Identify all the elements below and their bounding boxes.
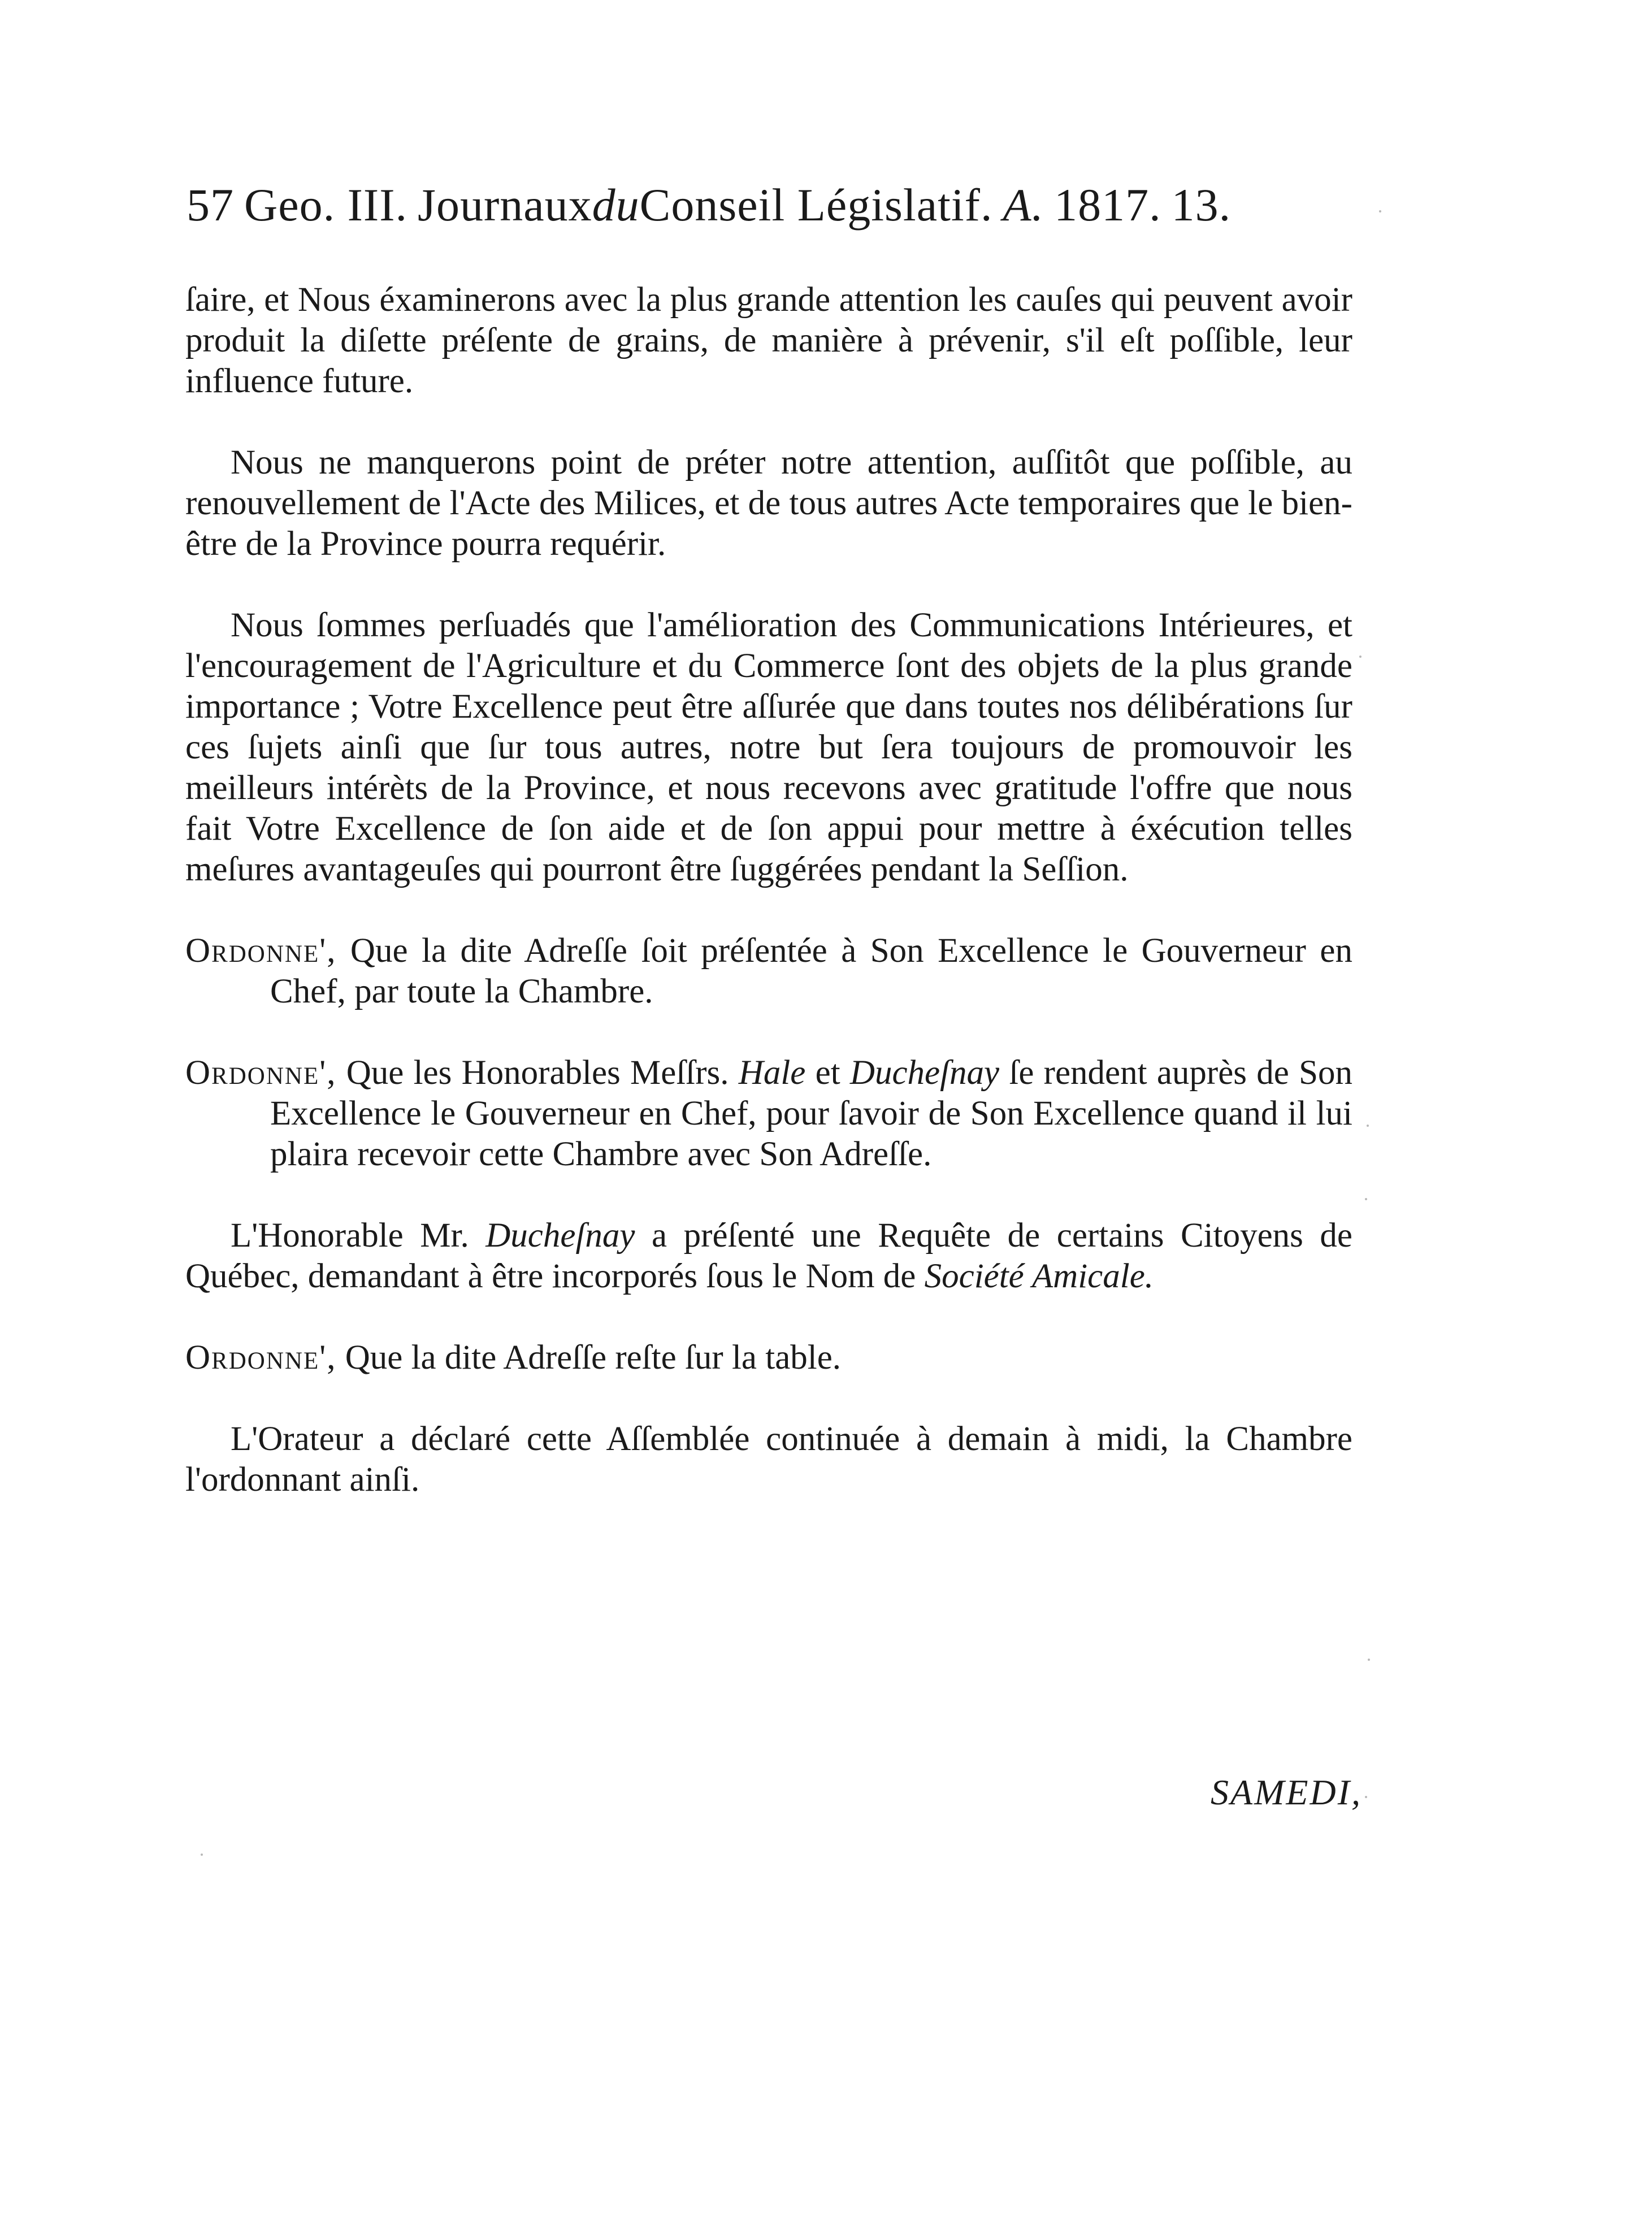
- header-volume: A.: [1003, 179, 1044, 231]
- order-text: Que la dite Adreſſe ſoit préſentée à Son Excellence le Gouverneur en Chef, par toute la Chambre.: [270, 932, 1352, 1010]
- catchword: SAMEDI,: [1210, 1772, 1362, 1812]
- paragraph-2: Nous ne manquerons point de préter notre attention, auſſitôt que poſſible, au renouvellement de l'Acte des Milices, et de tous autres Acte temporaires que le bien-être de la Province pourra requérir.: [185, 444, 1352, 563]
- paper-speck: [1359, 656, 1362, 658]
- paper-speck: [201, 1854, 203, 1856]
- paper-speck: [1379, 210, 1381, 212]
- header-journal-b: Conseil Législatif.: [639, 179, 993, 231]
- petition-paragraph: [185, 1216, 1352, 1297]
- order-paragraph-1: [185, 931, 1352, 1012]
- header-journal-a: Journaux: [418, 179, 592, 231]
- order-text: Que la dite Adreſſe reſte ſur la table.: [345, 1339, 842, 1377]
- order-lead: Ordonne',: [185, 1339, 337, 1377]
- petition-text-b: a préſenté une Requête de certains Citoyens de Québec, demandant à être incorporés ſous le Nom de: [185, 1217, 1352, 1295]
- order-paragraph-2: [185, 1053, 1352, 1175]
- header-journal-du: du: [592, 179, 640, 231]
- order-text-b: ſe rendent auprès de Son Excellence le Gouverneur en Chef, pour ſavoir de Son Excellence quand il lui plaira recevoir cette Chambre avec Son Adreſſe.: [270, 1054, 1353, 1173]
- order-paragraph-3: [185, 1338, 1352, 1378]
- member-name-duchesnay: Ducheſnay: [849, 1054, 1000, 1092]
- member-name-duchesnay: Ducheſnay: [485, 1217, 635, 1255]
- header-page-number: 13.: [1171, 179, 1232, 231]
- header-year: 1817.: [1054, 179, 1161, 231]
- paragraph-1: ſaire, et Nous éxaminerons avec la plus grande attention les cauſes qui peuvent avoir produit la diſette préſente de grains, de manière à prévenir, s'il eſt poſſible, leur influence future.: [185, 281, 1352, 400]
- petition-text-a: L'Honorable Mr.: [231, 1217, 469, 1255]
- order-lead: Ordonne',: [185, 1054, 337, 1092]
- society-name: Société Amicale.: [924, 1257, 1154, 1295]
- order-lead: Ordonne',: [185, 932, 337, 970]
- member-name-hale: Hale: [738, 1054, 806, 1092]
- body-text: [185, 280, 1352, 1541]
- adjournment-paragraph: L'Orateur a déclaré cette Aſſemblée continuée à demain à midi, la Chambre l'ordonnant ainſi.: [185, 1420, 1352, 1499]
- running-header: [187, 179, 1385, 231]
- paper-speck: [1368, 1659, 1370, 1661]
- header-session: 57: [187, 179, 234, 231]
- paragraph-3: Nous ſommes perſuadés que l'amélioration des Communications Intérieures, et l'encouragement de l'Agriculture et du Commerce ſont des objets de la plus grande importance ; Votre Excellence peut être aſſurée que dans toutes nos délibérations ſur ces ſujets ainſi que ſur tous autres, notre but ſera toujours de promouvoir les meilleurs intérèts de la Province, et nous recevons avec gratitude l'offre que nous fait Votre Excellence de ſon aide et de ſon appui pour mettre à éxécution telles meſures avantageuſes qui pourront être ſuggérées pendant la Seſſion.: [185, 606, 1352, 888]
- paper-speck: [1367, 1125, 1369, 1127]
- header-reign: Geo. III.: [244, 179, 408, 231]
- order-text-a: Que les Honorables Meſſrs.: [346, 1054, 729, 1092]
- paper-speck: [1365, 1198, 1367, 1200]
- paper-speck: [1365, 1796, 1367, 1798]
- conjunction: et: [815, 1054, 840, 1092]
